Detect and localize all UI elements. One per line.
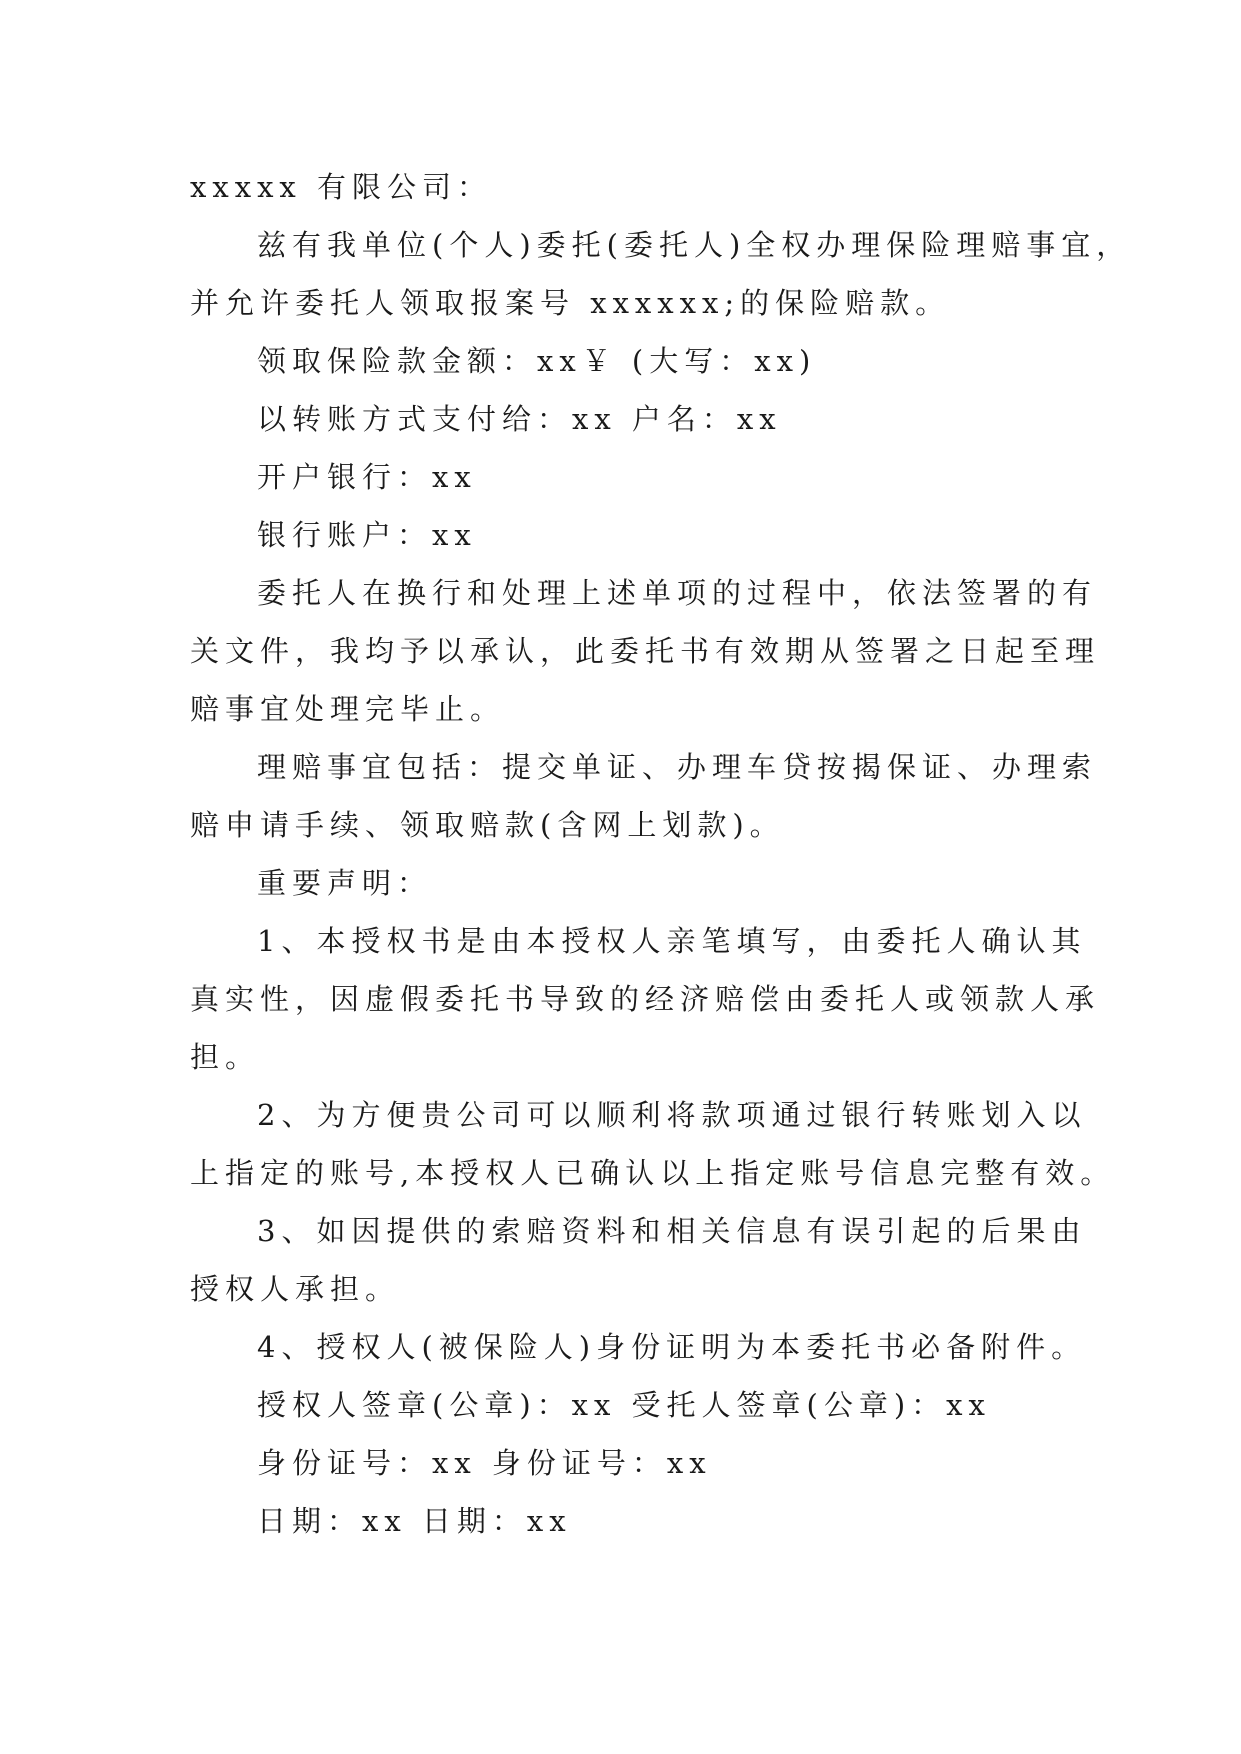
declaration-item: 1、本授权书是由本授权人亲笔填写，由委托人确认其 [257,924,1087,958]
paragraph-line: 并允许委托人领取报案号 xxxxxx;的保险赔款。 [190,286,951,320]
document-body [190,158,1132,1550]
id-number-line: 身份证号：xx 身份证号：xx [257,1446,712,1480]
paragraph-line: 赔事宜处理完毕止。 [190,692,506,726]
claim-amount-line: 领取保险款金额：xx￥ (大写：xx) [257,344,817,378]
paragraph-line: 委托人在换行和处理上述单项的过程中，依法签署的有 [257,576,1098,610]
declaration-item: 真实性，因虚假委托书导致的经济赔偿由委托人或领款人承 [190,982,1101,1016]
bank-name-line: 开户银行：xx [257,460,477,494]
declaration-item: 上指定的账号,本授权人已确认以上指定账号信息完整有效。 [190,1156,1116,1190]
paragraph-line: 关文件，我均予以承认，此委托书有效期从签署之日起至理 [190,634,1101,668]
declaration-item: 3、如因提供的索赔资料和相关信息有误引起的后果由 [257,1214,1087,1248]
date-line: 日期：xx 日期：xx [257,1504,572,1538]
declaration-item: 4、授权人(被保险人)身份证明为本委托书必备附件。 [257,1330,1087,1364]
signature-line: 授权人签章(公章)：xx 受托人签章(公章)：xx [257,1388,991,1422]
paragraph-line: 兹有我单位(个人)委托(委托人)全权办理保险理赔事宜， [257,228,1132,262]
salutation: xxxxx 有限公司： [190,170,492,204]
declaration-item: 2、为方便贵公司可以顺利将款项通过银行转账划入以 [257,1098,1087,1132]
payment-method-line: 以转账方式支付给：xx 户名：xx [257,402,782,436]
declaration-item: 授权人承担。 [190,1272,401,1306]
declaration-item: 担。 [190,1040,261,1074]
paragraph-line: 赔申请手续、领取赔款(含网上划款)。 [190,808,785,842]
bank-account-line: 银行账户：xx [257,518,477,552]
section-heading: 重要声明： [257,866,433,900]
paragraph-line: 理赔事宜包括：提交单证、办理车贷按揭保证、办理索 [257,750,1098,784]
